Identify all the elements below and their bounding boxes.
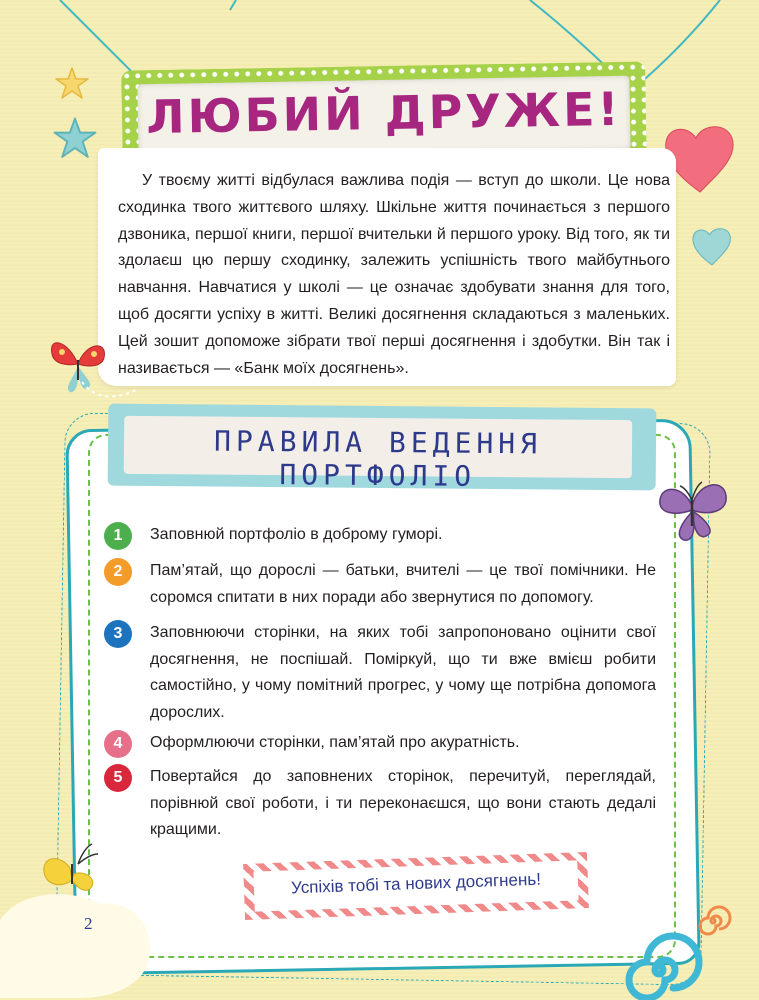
blue-swirl-icon	[604, 920, 714, 1000]
yellow-butterfly-icon	[38, 840, 102, 902]
blue-heart-icon	[690, 226, 734, 266]
rule-number-badge: 5	[104, 764, 132, 792]
purple-butterfly-icon	[654, 470, 732, 550]
rule-number-badge: 1	[104, 522, 132, 550]
intro-text	[118, 168, 670, 382]
rule-number-badge: 4	[104, 730, 132, 758]
rule-text: Пам’ятай, що дорослі — батьки, вчителі — це твої помічники. Не соромся спитати в них поради або звернутися по допомогу.	[150, 562, 656, 606]
intro-paragraph: У твоєму житті відбулася важлива подія — вступ до школи. Це нова сходинка твого життєвого шляху. Шкільне життя починається з першого дзвоника, першої книги, першої вчительки й першого уроку. Від того, як ти здолаєш цю першу сходинку, залежить успішність твого майбутнього навчання. Навчатися у школі — це означає здобувати знання для того, щоб досягти успіху в житті. Великі досягнення складаються з маленьких. Цей зошит допоможе зібрати твої перші досягнення і здобутки. Він так і називається — «Банк моїх досягнень».	[118, 172, 670, 377]
rule-text: Заповнюючи сторінки, на яких тобі запропоновано оцінити свої досягнення, не поспішай. Поміркуй, що ти вже вмієш робити самостійно, у чому помітний прогрес, у чому ще потрібна допомога дорослих.	[150, 624, 656, 721]
rule-text: Заповнюй портфоліо в доброму гуморі.	[150, 526, 443, 543]
page-title: ЛЮБИЙ ДРУЖЕ!	[145, 81, 622, 145]
rule-text: Повертайся до заповнених сторінок, перечитуй, переглядай, порівнюй свої роботи, і ти переконаєшся, що вони стають дедалі кращими.	[150, 768, 656, 838]
rules-heading: ПРАВИЛА ВЕДЕННЯ ПОРТФОЛІО	[213, 424, 543, 493]
rule-text: Оформлюючи сторінки, пам’ятай про акуратність.	[150, 734, 520, 751]
rule-number-badge: 3	[104, 620, 132, 648]
page-number: 2	[84, 914, 93, 933]
yellow-star-icon	[54, 66, 90, 102]
wish-text: Успіхів тобі та нових досягнень!	[290, 869, 542, 898]
rule-number-badge: 2	[104, 558, 132, 586]
blue-star-icon	[52, 116, 98, 162]
